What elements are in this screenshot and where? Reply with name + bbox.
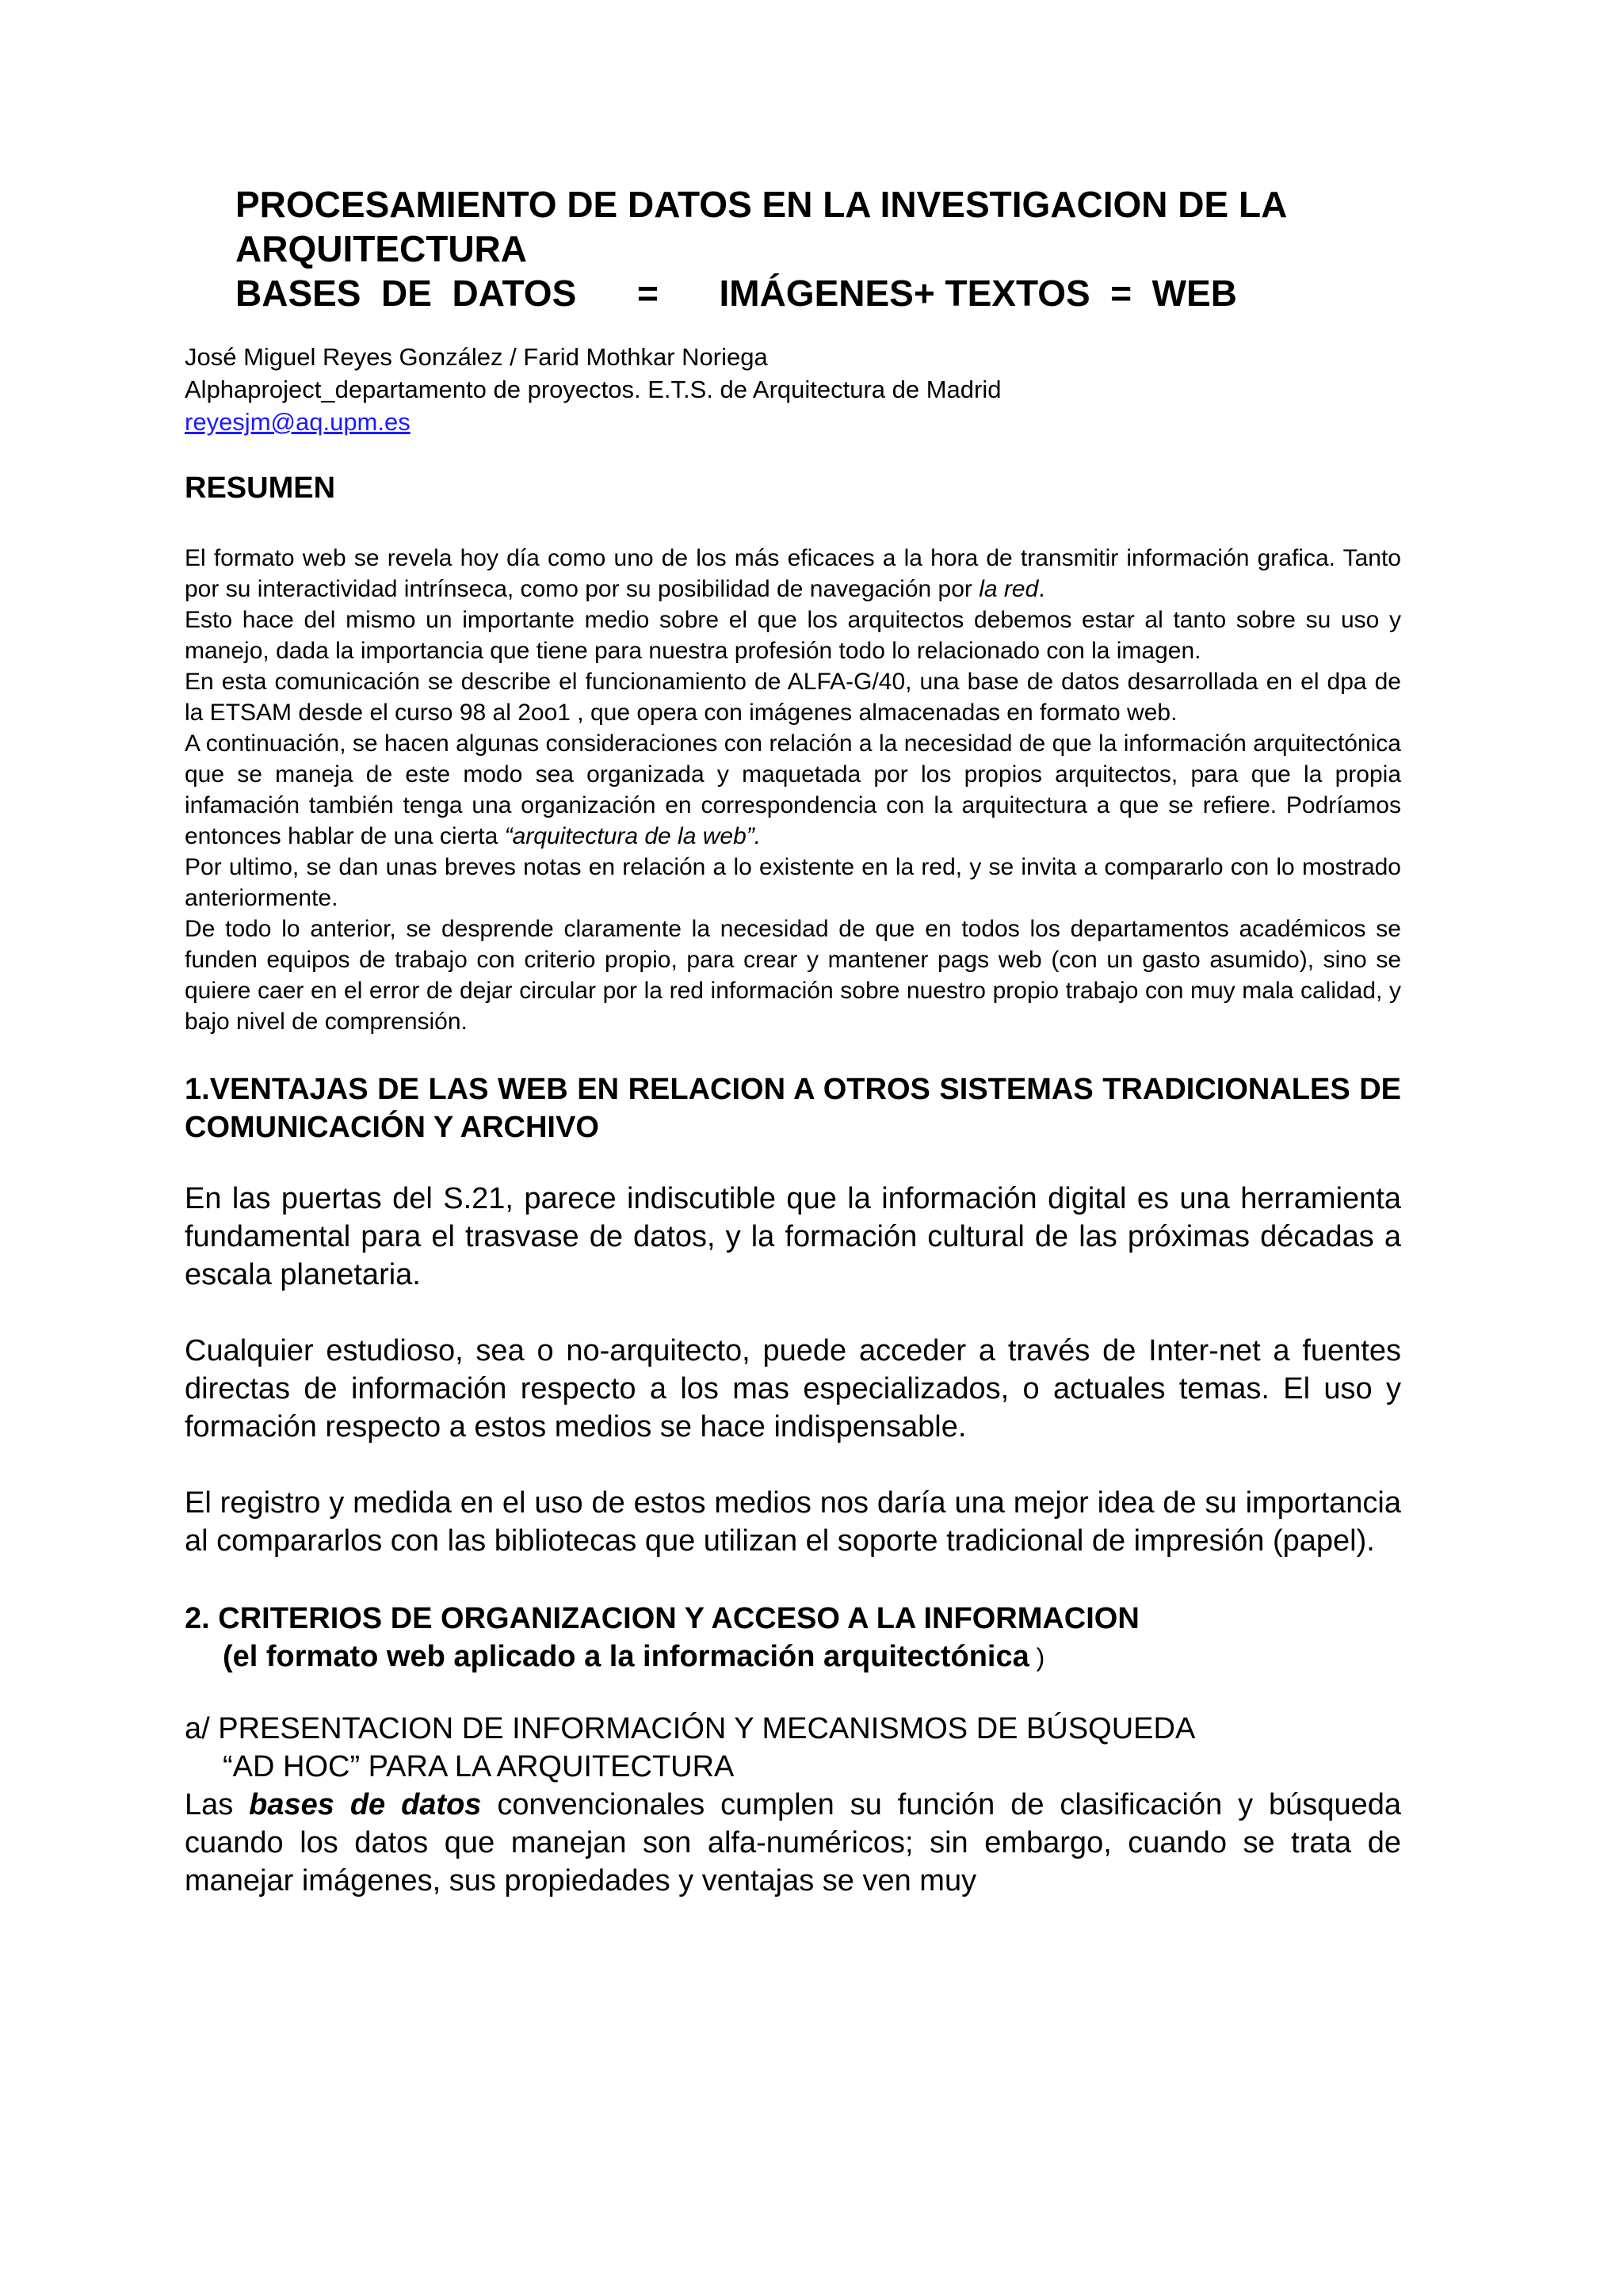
body-emphasis: bases de datos	[249, 1788, 482, 1821]
body-paragraph: En las puertas del S.21, parece indiscutible que la información digital es una herramienta fundamental para el trasvase de datos, y la formación cultural de las próximas décadas a escala planetaria.	[185, 1182, 1401, 1291]
section-2-subtitle	[185, 1638, 1401, 1676]
abstract-paragraph	[185, 543, 1401, 605]
paper-title	[235, 182, 1401, 315]
author-block	[185, 341, 1401, 438]
section-1-heading: 1.VENTAJAS DE LAS WEB EN RELACION A OTROS SISTEMAS TRADICIONALES DE COMUNICACIÓN Y ARCHIVO	[185, 1073, 1401, 1144]
body-text: convencionales cumplen su función de clasificación y búsqueda cuando los datos que manejan son alfa-numéricos; sin embargo, cuando se trata de manejar imágenes, sus propiedades y ventajas se ven muy	[185, 1788, 1401, 1897]
body-text: Las	[185, 1788, 250, 1821]
abstract-emphasis: “arquitectura de la web”.	[504, 823, 762, 849]
section-2-title: 2. CRITERIOS DE ORGANIZACION Y ACCESO A LA INFORMACION	[185, 1602, 1140, 1635]
abstract-body	[185, 543, 1401, 1037]
resumen-heading: RESUMEN	[185, 471, 336, 505]
subsection-a-heading-line-1: a/ PRESENTACION DE INFORMACIÓN Y MECANISMOS DE BÚSQUEDA	[185, 1712, 1196, 1745]
author-email-link[interactable]: reyesjm@aq.upm.es	[185, 408, 411, 436]
abstract-paragraph	[185, 728, 1401, 852]
section-2-subtitle-paren: )	[1029, 1643, 1045, 1672]
abstract-paragraph: En esta comunicación se describe el funcionamiento de ALFA-G/40, una base de datos desarrollada en el dpa de la ETSAM desde el curso 98 al 2oo1 , que opera con imágenes almacenadas en formato web.	[185, 669, 1401, 726]
section-2-subtitle-text: (el formato web aplicado a la información arquitectónica	[223, 1640, 1029, 1673]
title-line-2: ARQUITECTURA	[235, 228, 527, 269]
abstract-text: .	[1038, 576, 1045, 602]
body-paragraph	[185, 1786, 1401, 1900]
abstract-text: El formato web se revela hoy día como uno de los más eficaces a la hora de transmitir información grafica. Tanto por su interactividad intrínseca, como por su posibilidad de navegación por	[185, 545, 1401, 602]
abstract-paragraph: De todo lo anterior, se desprende claramente la necesidad de que en todos los departamentos académicos se funden equipos de trabajo con criterio propio, para crear y mantener pags web (con un gasto asumido), sino se quiere caer en el error de dejar circular por la red información sobre nuestro propio trabajo con muy mala calidad, y bajo nivel de comprensión.	[185, 916, 1401, 1035]
author-names: José Miguel Reyes González / Farid Mothkar Noriega	[185, 343, 768, 371]
abstract-text: A continuación, se hacen algunas consideraciones con relación a la necesidad de que la información arquitectónica que se maneja de este modo sea organizada y maquetada por los propios arquitectos, para que la propia infamación también tenga una organización en correspondencia con la arquitectura a que se refiere. Podríamos entonces hablar de una cierta	[185, 730, 1401, 849]
abstract-emphasis: la red	[979, 576, 1039, 602]
section-1-body	[185, 1180, 1401, 1560]
author-affiliation: Alphaproject_departamento de proyectos. E.T.S. de Arquitectura de Madrid	[185, 376, 1002, 403]
abstract-paragraph: Por ultimo, se dan unas breves notas en relación a lo existente en la red, y se invita a compararlo con lo mostrado anteriormente.	[185, 854, 1401, 911]
subsection-a-body	[185, 1786, 1401, 1900]
section-2-heading	[185, 1600, 1401, 1676]
subsection-a-heading	[185, 1710, 1401, 1786]
subsection-a-heading-line-2: “AD HOC” PARA LA ARQUITECTURA	[223, 1750, 735, 1783]
body-paragraph: El registro y medida en el uso de estos medios nos daría una mejor idea de su importancia al compararlos con las bibliotecas que utilizan el soporte tradicional de impresión (papel).	[185, 1486, 1401, 1558]
title-line-3: BASES DE DATOS = IMÁGENES+ TEXTOS = WEB	[235, 273, 1237, 314]
document-page	[185, 182, 1401, 1938]
body-paragraph: Cualquier estudioso, sea o no-arquitecto, puede acceder a través de Inter-net a fuentes directas de información respecto a los mas especializados, o actuales temas. El uso y formación respecto a estos medios se hace indispensable.	[185, 1334, 1401, 1444]
abstract-paragraph: Esto hace del mismo un importante medio sobre el que los arquitectos debemos estar al tanto sobre su uso y manejo, dada la importancia que tiene para nuestra profesión todo lo relacionado con la imagen.	[185, 607, 1401, 664]
title-line-1: PROCESAMIENTO DE DATOS EN LA INVESTIGACION DE LA	[235, 184, 1288, 225]
